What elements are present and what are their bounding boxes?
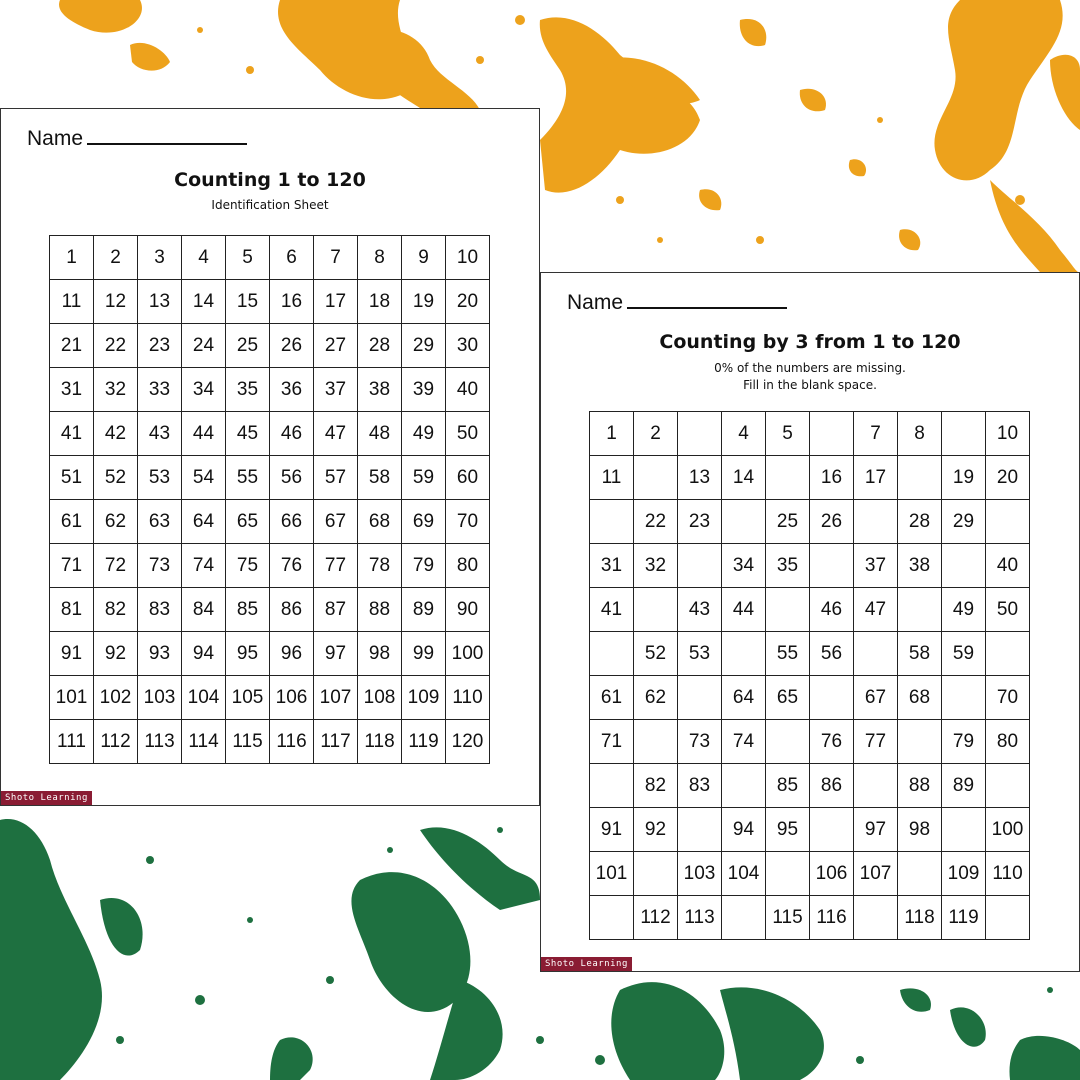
number-cell: 34 [182, 368, 226, 412]
number-cell: 57 [314, 456, 358, 500]
number-cell: 55 [226, 456, 270, 500]
number-cell: 80 [986, 720, 1030, 764]
number-cell: 9 [402, 236, 446, 280]
blank-cell[interactable] [986, 500, 1030, 544]
blank-cell[interactable] [810, 676, 854, 720]
grid-row [590, 500, 1030, 544]
number-cell: 79 [942, 720, 986, 764]
number-cell: 21 [50, 324, 94, 368]
number-cell: 44 [722, 588, 766, 632]
number-cell: 68 [358, 500, 402, 544]
blank-cell[interactable] [854, 632, 898, 676]
number-cell: 106 [810, 852, 854, 896]
number-cell: 74 [182, 544, 226, 588]
number-cell: 116 [270, 720, 314, 764]
number-cell: 28 [898, 500, 942, 544]
number-cell: 118 [358, 720, 402, 764]
name-field[interactable] [567, 289, 787, 315]
number-cell: 86 [270, 588, 314, 632]
number-cell: 64 [182, 500, 226, 544]
name-blank-line[interactable] [627, 289, 787, 309]
grid-row [50, 500, 490, 544]
number-grid [49, 235, 490, 764]
number-cell: 58 [898, 632, 942, 676]
sheet-subtitle-line2: Fill in the blank space. [743, 378, 877, 392]
number-cell: 91 [590, 808, 634, 852]
number-cell: 38 [358, 368, 402, 412]
number-cell: 6 [270, 236, 314, 280]
blank-cell[interactable] [678, 676, 722, 720]
number-cell: 97 [314, 632, 358, 676]
number-cell: 85 [766, 764, 810, 808]
number-cell: 52 [94, 456, 138, 500]
number-cell: 8 [898, 412, 942, 456]
number-cell: 52 [634, 632, 678, 676]
number-cell: 22 [94, 324, 138, 368]
number-cell: 26 [810, 500, 854, 544]
number-cell: 32 [634, 544, 678, 588]
blank-cell[interactable] [590, 632, 634, 676]
number-cell: 30 [446, 324, 490, 368]
number-cell: 95 [766, 808, 810, 852]
number-cell: 60 [446, 456, 490, 500]
number-grid [589, 411, 1030, 940]
grid-row [50, 324, 490, 368]
number-cell: 70 [986, 676, 1030, 720]
grid-row [590, 764, 1030, 808]
number-cell: 34 [722, 544, 766, 588]
number-cell: 5 [226, 236, 270, 280]
number-cell: 119 [942, 896, 986, 940]
name-label: Name [567, 291, 624, 314]
number-cell: 87 [314, 588, 358, 632]
number-cell: 32 [94, 368, 138, 412]
number-cell: 14 [722, 456, 766, 500]
number-cell: 33 [138, 368, 182, 412]
blank-cell[interactable] [634, 852, 678, 896]
number-cell: 56 [270, 456, 314, 500]
number-cell: 109 [402, 676, 446, 720]
worksheet-counting-1-to-120 [0, 108, 540, 806]
number-cell: 18 [358, 280, 402, 324]
number-cell: 49 [402, 412, 446, 456]
number-cell: 28 [358, 324, 402, 368]
number-cell: 20 [446, 280, 490, 324]
number-cell: 115 [766, 896, 810, 940]
number-cell: 100 [446, 632, 490, 676]
number-cell: 36 [270, 368, 314, 412]
number-cell: 65 [766, 676, 810, 720]
number-cell: 97 [854, 808, 898, 852]
number-cell: 114 [182, 720, 226, 764]
number-cell: 45 [226, 412, 270, 456]
number-cell: 101 [590, 852, 634, 896]
number-cell: 113 [138, 720, 182, 764]
number-cell: 111 [50, 720, 94, 764]
number-cell: 72 [94, 544, 138, 588]
blank-cell[interactable] [590, 764, 634, 808]
number-cell: 110 [446, 676, 490, 720]
number-cell: 16 [270, 280, 314, 324]
number-cell: 31 [50, 368, 94, 412]
blank-cell[interactable] [722, 632, 766, 676]
number-cell: 84 [182, 588, 226, 632]
number-cell: 112 [94, 720, 138, 764]
number-cell: 62 [94, 500, 138, 544]
number-cell: 7 [854, 412, 898, 456]
number-cell: 23 [678, 500, 722, 544]
number-cell: 43 [678, 588, 722, 632]
number-cell: 62 [634, 676, 678, 720]
number-cell: 73 [678, 720, 722, 764]
number-cell: 76 [810, 720, 854, 764]
number-cell: 113 [678, 896, 722, 940]
blank-cell[interactable] [810, 808, 854, 852]
blank-cell[interactable] [766, 456, 810, 500]
number-cell: 50 [986, 588, 1030, 632]
number-cell: 14 [182, 280, 226, 324]
number-cell: 43 [138, 412, 182, 456]
number-cell: 88 [898, 764, 942, 808]
number-cell: 64 [722, 676, 766, 720]
number-cell: 13 [138, 280, 182, 324]
number-cell: 11 [590, 456, 634, 500]
number-cell: 89 [402, 588, 446, 632]
number-cell: 29 [942, 500, 986, 544]
number-cell: 79 [402, 544, 446, 588]
grid-row [50, 412, 490, 456]
number-cell: 71 [50, 544, 94, 588]
number-cell: 65 [226, 500, 270, 544]
number-cell: 108 [358, 676, 402, 720]
number-cell: 29 [402, 324, 446, 368]
number-cell: 86 [810, 764, 854, 808]
number-cell: 78 [358, 544, 402, 588]
number-cell: 31 [590, 544, 634, 588]
number-cell: 26 [270, 324, 314, 368]
blank-cell[interactable] [986, 632, 1030, 676]
number-cell: 77 [854, 720, 898, 764]
number-cell: 61 [590, 676, 634, 720]
number-cell: 59 [402, 456, 446, 500]
blank-cell[interactable] [942, 808, 986, 852]
grid-row [50, 236, 490, 280]
blank-cell[interactable] [986, 896, 1030, 940]
number-cell: 93 [138, 632, 182, 676]
number-cell: 61 [50, 500, 94, 544]
number-cell: 71 [590, 720, 634, 764]
blank-cell[interactable] [898, 456, 942, 500]
number-cell: 48 [358, 412, 402, 456]
number-cell: 69 [402, 500, 446, 544]
worksheet-counting-by-3 [540, 272, 1080, 972]
grid-row [50, 588, 490, 632]
grid-row [590, 896, 1030, 940]
number-cell: 20 [986, 456, 1030, 500]
grid-row [50, 280, 490, 324]
blank-cell[interactable] [766, 720, 810, 764]
number-cell: 107 [854, 852, 898, 896]
number-cell: 100 [986, 808, 1030, 852]
number-cell: 81 [50, 588, 94, 632]
blank-cell[interactable] [634, 720, 678, 764]
number-cell: 56 [810, 632, 854, 676]
name-field[interactable] [27, 125, 247, 151]
number-cell: 76 [270, 544, 314, 588]
number-cell: 107 [314, 676, 358, 720]
grid-row [590, 412, 1030, 456]
number-cell: 112 [634, 896, 678, 940]
number-cell: 80 [446, 544, 490, 588]
number-cell: 1 [50, 236, 94, 280]
number-cell: 42 [94, 412, 138, 456]
number-cell: 17 [854, 456, 898, 500]
name-blank-line[interactable] [87, 125, 247, 145]
number-cell: 27 [314, 324, 358, 368]
number-cell: 75 [226, 544, 270, 588]
number-cell: 103 [678, 852, 722, 896]
blank-cell[interactable] [898, 852, 942, 896]
number-cell: 54 [182, 456, 226, 500]
grid-row [590, 588, 1030, 632]
number-cell: 91 [50, 632, 94, 676]
number-cell: 3 [138, 236, 182, 280]
number-cell: 25 [226, 324, 270, 368]
number-cell: 59 [942, 632, 986, 676]
grid-row [590, 720, 1030, 764]
number-cell: 8 [358, 236, 402, 280]
number-cell: 10 [446, 236, 490, 280]
number-cell: 7 [314, 236, 358, 280]
number-cell: 47 [854, 588, 898, 632]
name-label: Name [27, 127, 84, 150]
number-cell: 66 [270, 500, 314, 544]
number-cell: 82 [634, 764, 678, 808]
blank-cell[interactable] [722, 896, 766, 940]
grid-row [590, 632, 1030, 676]
number-cell: 67 [314, 500, 358, 544]
number-cell: 47 [314, 412, 358, 456]
blank-cell[interactable] [722, 500, 766, 544]
blank-cell[interactable] [942, 412, 986, 456]
number-cell: 92 [94, 632, 138, 676]
grid-row [50, 720, 490, 764]
number-cell: 55 [766, 632, 810, 676]
number-cell: 90 [446, 588, 490, 632]
grid-row [590, 676, 1030, 720]
number-cell: 96 [270, 632, 314, 676]
blank-cell[interactable] [590, 500, 634, 544]
number-cell: 102 [94, 676, 138, 720]
number-cell: 1 [590, 412, 634, 456]
number-cell: 16 [810, 456, 854, 500]
number-cell: 74 [722, 720, 766, 764]
number-cell: 25 [766, 500, 810, 544]
blank-cell[interactable] [634, 456, 678, 500]
number-cell: 98 [358, 632, 402, 676]
grid-row [590, 808, 1030, 852]
number-cell: 110 [986, 852, 1030, 896]
number-cell: 46 [810, 588, 854, 632]
number-cell: 94 [182, 632, 226, 676]
blank-cell[interactable] [678, 544, 722, 588]
number-cell: 37 [854, 544, 898, 588]
grid-row [50, 456, 490, 500]
number-cell: 19 [402, 280, 446, 324]
blank-cell[interactable] [678, 412, 722, 456]
grid-row [50, 368, 490, 412]
number-cell: 88 [358, 588, 402, 632]
number-cell: 105 [226, 676, 270, 720]
number-cell: 41 [50, 412, 94, 456]
number-cell: 95 [226, 632, 270, 676]
sheet-title: Counting by 3 from 1 to 120 [659, 331, 961, 353]
blank-cell[interactable] [854, 500, 898, 544]
number-cell: 77 [314, 544, 358, 588]
grid-row [590, 456, 1030, 500]
grid-row [50, 544, 490, 588]
number-cell: 19 [942, 456, 986, 500]
blank-cell[interactable] [810, 544, 854, 588]
number-cell: 12 [94, 280, 138, 324]
number-cell: 98 [898, 808, 942, 852]
blank-cell[interactable] [986, 764, 1030, 808]
blank-cell[interactable] [810, 412, 854, 456]
number-cell: 4 [722, 412, 766, 456]
blank-cell[interactable] [678, 808, 722, 852]
blank-cell[interactable] [898, 720, 942, 764]
number-cell: 67 [854, 676, 898, 720]
grid-row [50, 632, 490, 676]
blank-cell[interactable] [766, 588, 810, 632]
blank-cell[interactable] [898, 588, 942, 632]
number-cell: 13 [678, 456, 722, 500]
number-cell: 103 [138, 676, 182, 720]
sheet-subtitle: Identification Sheet [211, 198, 329, 212]
number-cell: 35 [766, 544, 810, 588]
number-cell: 106 [270, 676, 314, 720]
number-cell: 40 [986, 544, 1030, 588]
number-cell: 50 [446, 412, 490, 456]
number-cell: 44 [182, 412, 226, 456]
number-cell: 22 [634, 500, 678, 544]
blank-cell[interactable] [854, 764, 898, 808]
number-cell: 70 [446, 500, 490, 544]
number-cell: 118 [898, 896, 942, 940]
number-cell: 53 [138, 456, 182, 500]
blank-cell[interactable] [854, 896, 898, 940]
number-cell: 115 [226, 720, 270, 764]
number-cell: 39 [402, 368, 446, 412]
sheet-title: Counting 1 to 120 [174, 169, 366, 191]
number-cell: 83 [678, 764, 722, 808]
sheet-subtitle-line1: 0% of the numbers are missing. [714, 361, 906, 375]
number-cell: 2 [634, 412, 678, 456]
brand-badge: Shoto Learning [1, 791, 92, 805]
blank-cell[interactable] [722, 764, 766, 808]
number-cell: 116 [810, 896, 854, 940]
number-cell: 99 [402, 632, 446, 676]
blank-cell[interactable] [766, 852, 810, 896]
grid-row [590, 544, 1030, 588]
number-cell: 11 [50, 280, 94, 324]
blank-cell[interactable] [942, 676, 986, 720]
number-cell: 51 [50, 456, 94, 500]
number-cell: 120 [446, 720, 490, 764]
number-cell: 83 [138, 588, 182, 632]
number-cell: 58 [358, 456, 402, 500]
number-cell: 63 [138, 500, 182, 544]
number-cell: 2 [94, 236, 138, 280]
number-cell: 85 [226, 588, 270, 632]
number-cell: 101 [50, 676, 94, 720]
number-cell: 92 [634, 808, 678, 852]
number-cell: 41 [590, 588, 634, 632]
number-cell: 119 [402, 720, 446, 764]
blank-cell[interactable] [634, 588, 678, 632]
number-cell: 35 [226, 368, 270, 412]
grid-row [50, 676, 490, 720]
number-cell: 37 [314, 368, 358, 412]
number-cell: 10 [986, 412, 1030, 456]
number-cell: 68 [898, 676, 942, 720]
blank-cell[interactable] [942, 544, 986, 588]
number-cell: 89 [942, 764, 986, 808]
grid-row [590, 852, 1030, 896]
number-cell: 82 [94, 588, 138, 632]
number-cell: 46 [270, 412, 314, 456]
number-cell: 4 [182, 236, 226, 280]
number-cell: 104 [722, 852, 766, 896]
number-cell: 109 [942, 852, 986, 896]
number-cell: 104 [182, 676, 226, 720]
number-cell: 5 [766, 412, 810, 456]
number-cell: 15 [226, 280, 270, 324]
number-cell: 49 [942, 588, 986, 632]
number-cell: 23 [138, 324, 182, 368]
number-cell: 38 [898, 544, 942, 588]
number-cell: 24 [182, 324, 226, 368]
number-cell: 40 [446, 368, 490, 412]
brand-badge: Shoto Learning [541, 957, 632, 971]
number-cell: 53 [678, 632, 722, 676]
number-cell: 73 [138, 544, 182, 588]
blank-cell[interactable] [590, 896, 634, 940]
number-cell: 94 [722, 808, 766, 852]
number-cell: 17 [314, 280, 358, 324]
number-cell: 117 [314, 720, 358, 764]
